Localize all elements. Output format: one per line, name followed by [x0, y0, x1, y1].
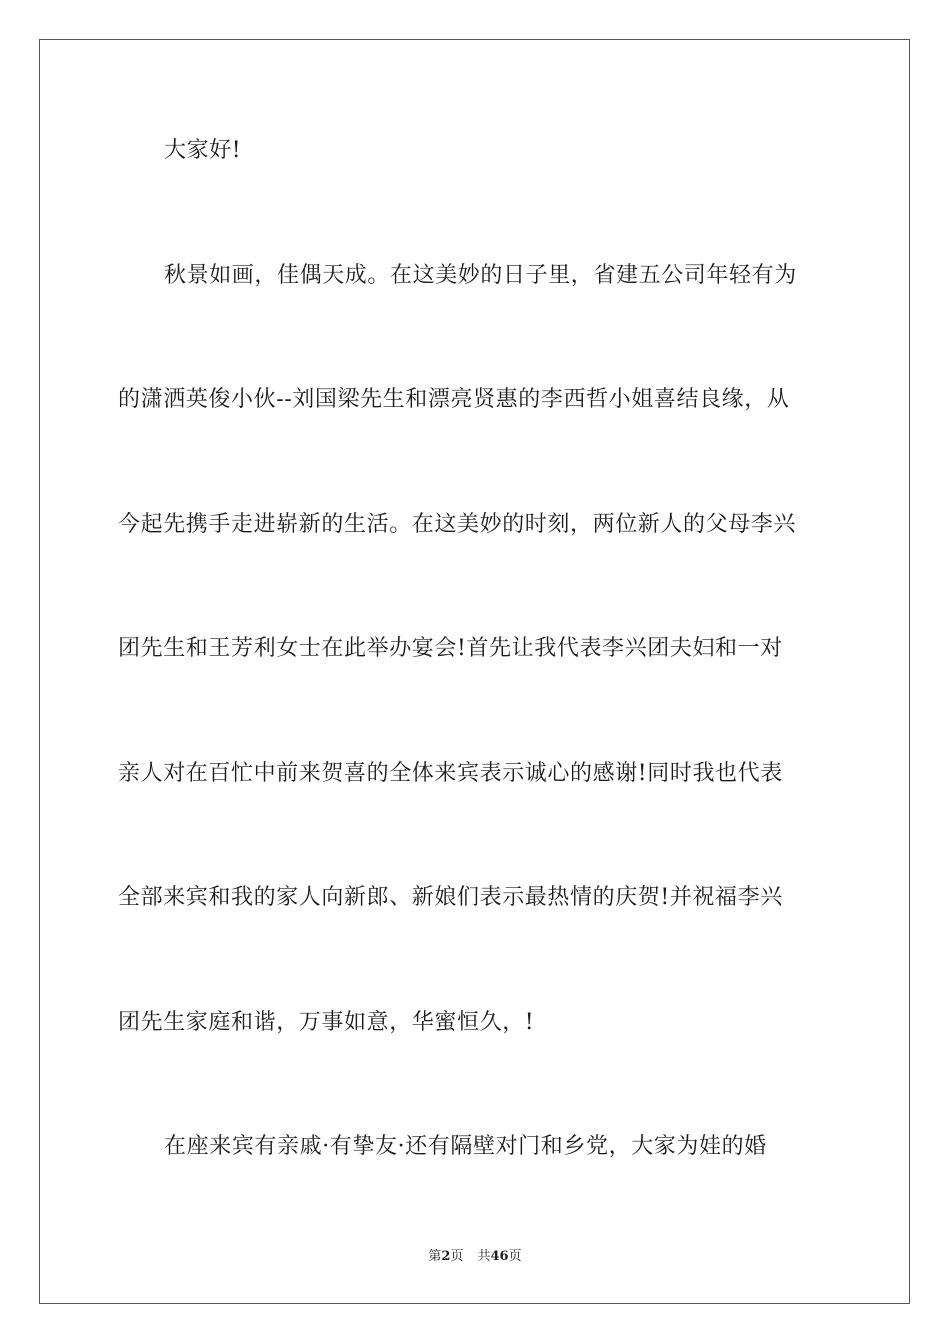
page-footer [0, 1248, 950, 1266]
greeting-line: 大家好! [164, 138, 242, 163]
paragraph-line: 全部来宾和我的家人向新郎、新娘们表示最热情的庆贺!并祝福李兴 [118, 885, 783, 910]
total-label-prefix: 共 [477, 1249, 491, 1264]
paragraph-line: 的潇洒英俊小伙--刘国梁先生和漂亮贤惠的李西哲小姐喜结良缘，从 [118, 387, 790, 412]
page-label-suffix: 页 [450, 1249, 464, 1264]
total-label-suffix: 页 [508, 1249, 522, 1264]
paragraph-line: 团先生和王芳利女士在此举办宴会!首先让我代表李兴团夫妇和一对 [118, 636, 783, 661]
paragraph-line: 亲人对在百忙中前来贺喜的全体来宾表示诚心的感谢!同时我也代表 [118, 761, 783, 786]
paragraph-line: 今起先携手走进崭新的生活。在这美妙的时刻，两位新人的父母李兴 [118, 512, 797, 537]
total-pages: 46 [490, 1249, 509, 1264]
paragraph-line: 在座来宾有亲戚·有挚友·还有隔壁对门和乡党，大家为娃的婚 [164, 1134, 767, 1159]
page-number: 2 [441, 1249, 451, 1264]
page-border [39, 39, 910, 1304]
paragraph-line: 团先生家庭和谐，万事如意，华蜜恒久，! [118, 1010, 535, 1035]
paragraph-line: 秋景如画，佳偶天成。在这美妙的日子里，省建五公司年轻有为 [164, 263, 797, 288]
page-label-prefix: 第 [428, 1249, 442, 1264]
